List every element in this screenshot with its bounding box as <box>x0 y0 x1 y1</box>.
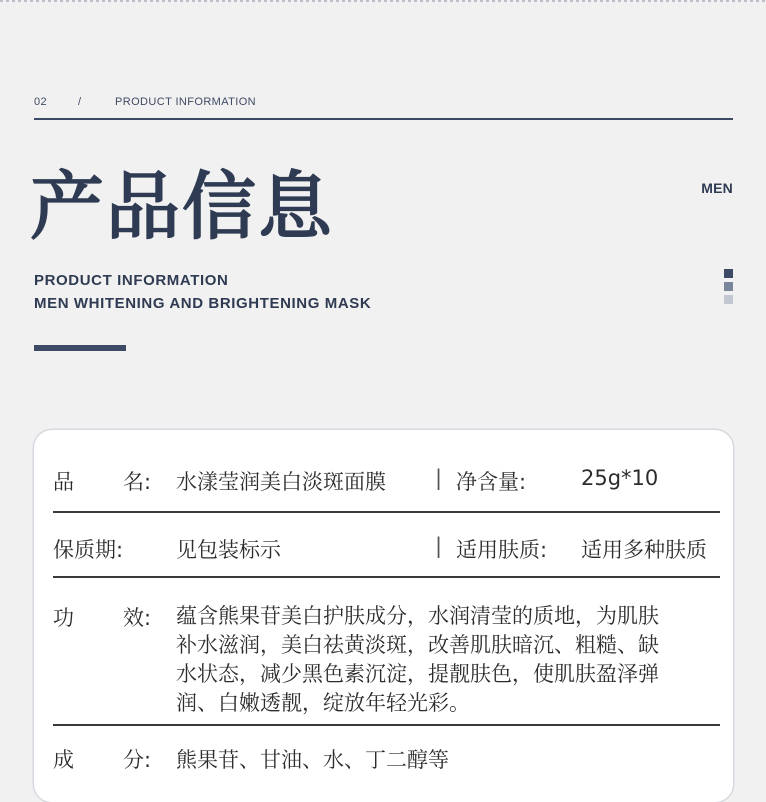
effect-label-a: 功 <box>53 606 74 630</box>
decor-square-dark <box>724 269 733 278</box>
effect-description <box>176 602 724 718</box>
ingredients-label-a: 成 <box>53 748 74 772</box>
row-divider <box>53 576 720 578</box>
name-label-a: 品 <box>53 470 74 494</box>
effect-label-b: 效: <box>123 606 152 630</box>
column-separator: | <box>435 534 443 558</box>
shelf-life-label: 保质期: <box>53 538 124 562</box>
accent-bar <box>34 345 126 351</box>
breadcrumb-separator: / <box>78 96 82 108</box>
effect-line: 水状态，减少黑色素沉淀，提靓肤色，使肌肤盈泽弹 <box>176 662 659 686</box>
row-divider <box>53 724 720 726</box>
row-divider <box>53 511 720 513</box>
breadcrumb-text: PRODUCT INFORMATION <box>115 96 257 108</box>
decor-square-light <box>724 295 733 304</box>
name-label-b: 名: <box>123 470 152 494</box>
net-content-label: 净含量: <box>456 470 527 494</box>
info-card <box>34 430 733 802</box>
men-tag: MEN <box>701 180 733 196</box>
name-value: 水漾莹润美白淡斑面膜 <box>176 470 386 494</box>
page-title: 产品信息 <box>30 164 334 250</box>
net-content-value: 25g*10 <box>581 466 659 490</box>
skin-type-label: 适用肤质: <box>456 538 548 562</box>
subtitle-product-information: PRODUCT INFORMATION <box>34 272 229 289</box>
decor-square-mid <box>724 282 733 291</box>
skin-type-value: 适用多种肤质 <box>581 538 707 562</box>
top-dashed-border <box>0 0 766 2</box>
column-separator: | <box>435 466 443 490</box>
ingredients-value: 熊果苷、甘油、水、丁二醇等 <box>176 748 449 772</box>
header-rule <box>34 118 733 120</box>
effect-line: 补水滋润，美白祛黄淡斑，改善肌肤暗沉、粗糙、缺 <box>176 633 659 657</box>
effect-line: 蕴含熊果苷美白护肤成分，水润清莹的质地，为肌肤 <box>176 604 659 628</box>
subtitle-mask-name: MEN WHITENING AND BRIGHTENING MASK <box>34 295 372 312</box>
shelf-life-value: 见包装标示 <box>176 538 281 562</box>
ingredients-label-b: 分: <box>123 748 152 772</box>
section-number: 02 <box>34 96 48 108</box>
decor-squares <box>724 269 733 308</box>
effect-line: 润、白嫩透靓，绽放年轻光彩。 <box>176 691 470 715</box>
